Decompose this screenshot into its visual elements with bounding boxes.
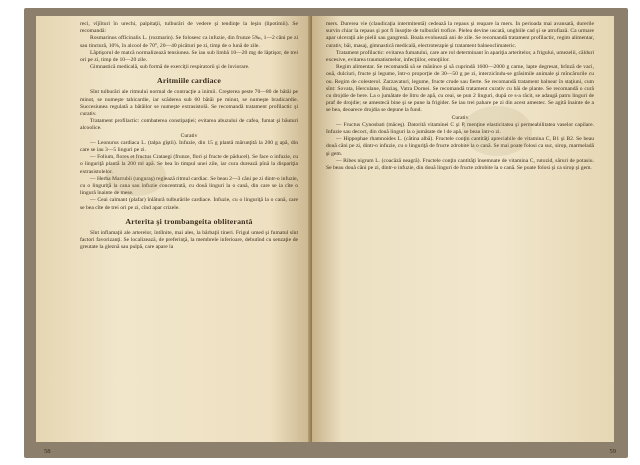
right-page	[312, 16, 614, 442]
paragraph: Lăptişorul de matcă normalizează tensiunea. Se iau sub limbă 10—20 mg de lăptişor, de trei ori pe zi, timp de 10—20 zile.	[80, 49, 298, 64]
paragraph: — Folium, flores et fructus Crataegi (frunze, flori şi fructe de păducel). Se face o infuzie, cu o linguriţă plantă la 200 ml apă. Se bea în timpul unei zile, iar cura durează pînă la dispariţia extrasistolelor.	[80, 154, 298, 175]
paragraph: — Hippophae rhamnoides L. (cătina albă). Fructele conţin cantităţi apreciabile de vitamina C, B1 şi B2. Se beau două căni pe zi, dintr-o infuzie, cu o linguriţă de fructe zdrobite la o cană. Se mai poate folosi ca suc, sirop, marmeladă şi gem.	[326, 136, 594, 157]
paragraph: — Ceai calmant (plafar) înlătură tulburările cardiace. Infuzie, cu o linguriţă la o cană, care se bea cîte de trei ori pe zi, cînd apar crizele.	[80, 197, 298, 211]
paragraph: — Fructus Cynosbati (măceş). Datorită vitaminei C şi P, menţine elasticitatea şi permeabilitatea vaselor capilare. Infuzie sau decoct, din două linguri la o jumătate de l de apă, se beau într-o zi.	[326, 121, 594, 136]
section-heading: Arterita şi trombangeita obliterantă	[125, 216, 253, 226]
paragraph: mers. Durerea vie (claudicaţia intermitentă) cedează la repaus şi reapare la mers. In perioada mai avansată, durerile survin chiar la repaus şi pot fi însoţite de tulburări trofice. Pielea devine uscată, unghiile cad şi se atrofiază. Ca urmare apar ulceraţii ale pielii sau gangrenă. Boala evoluează ani de zile. Se recomandă tratament profilactic, regim alimentar, curativ, băi, masaj, gimnastică medicală, electroterapie şi tratament balneoclimateric.	[326, 21, 594, 49]
paragraph: Sînt inflamaţii ale arterelor, întîlnite, mai ales, la bărbaţii tineri. Frigul umed şi fumatul sînt factori favorizanţi. Se localizează, de preferinţă, la membrele inferioare, debutînd cu senzaţie de greutate la gleznă sau pulpă, care apare la	[80, 229, 298, 251]
paragraph: — Ribes nigrum L. (coacăză neagră). Fructele conţin cantităţi însemnate de vitamina C, rutozid, săruri de potasiu. Se beau două căni pe zi, dintr-o infuzie, din două linguri de fructe zdrobite la o cană. Se poate folosi şi ca sirop şi gem.	[326, 157, 594, 172]
subheading: Curativ	[180, 132, 198, 139]
page-number-left: 58	[44, 448, 51, 455]
left-section-arterita	[80, 230, 298, 252]
paragraph: Sînt tulburări ale ritmului normal de contracţie a inimii. Creşterea peste 70—80 de bătăi pe minut, se numeşte tahicardie, iar scăderea sub 60 bătăi pe minut, se numeşte bradicardie. Succesiunea regulată a bătăilor se numeşte extrasistolă. Se recomandă tratament profilactic şi curativ.	[80, 89, 298, 118]
paragraph: Tratament profilactic: combaterea constipaţiei; evitarea abuzului de cafea, fumat şi băuturi alcoolice.	[80, 118, 298, 132]
left-intro	[80, 21, 298, 71]
left-page	[36, 16, 312, 442]
paragraph: Rosmarinus officinalis L. (rozmarin). Se folosesc ca infuzie, din frunze 5‰, 1—2 căni pe zi sau tinctură, 10%, în alcool de 70°, 20—40 picături pe zi, timp de o lună de zile.	[80, 35, 298, 49]
paragraph: reci, vîjîituri în urechi, palpitaţii, tulburări de vedere şi tendinţe la leşin (lipotimii). Se recomandă:	[80, 21, 298, 35]
paragraph: Gimnastică medicală, sub formă de exerciţii respiratorii şi de înviorare.	[90, 64, 250, 71]
left-section-aritmii	[80, 89, 298, 211]
paragraph: Tratament profilactic: evitarea fumatului, care are rol determinant în apariţia arteritelor, a frigului, umezelii, călduri excesive, evitarea traumatismelor, infecţiilor, emoţiilor.	[326, 49, 595, 64]
section-heading: Aritmiile cardiace	[157, 76, 221, 86]
paragraph: — Leonurus cardiaca L. (talpa gîştii). Infuzie, din 15 g plantă mărunţită la 200 g apă, din care se iau 3—5 linguri pe zi.	[80, 139, 298, 154]
paragraph: Regim alimentar. Se recomandă să se mănînce şi să cuprindă 1600—2000 g carne, lapte degresat, brînză de vaci, ouă, dulciuri, fructe şi legume, într-o proporţie de 30—50 g pe zi, interzicîndu-se grăsimile animale şi mîncărurile cu ou. Regim de colesterol. Zarzavaturi, legume, fructe crude sau fierte. Se recomandă tratament balnear în staţiuni, cum sînt: Sovata, Herculane, Buziaş, Vatra Dornei. Se recomandă tratament curativ cu băi de plante. Se recomandă o cură cu drojdie de bere. La o jumătate de litru de apă, cu ceai, se pun 2 linguri, după ce s-a răcit, se adaugă patru linguri de praf de drojdie; se amestecă bine şi se pune la frigider. Se iau trei pahare pe zi din acest amestec. Se agită înainte de a se bea, deoarece drojdia se depune la fund.	[326, 64, 594, 114]
subheading: Curativ	[451, 114, 469, 121]
paragraph: — Herba Marrubii (unguraş) reglează ritmul cardiac. Se beau 2—3 căni pe zi dintr-o infuzie, cu o linguriţă la cana sau infuzie concentrată, cu două linguri la o cană, din care se ia cîte o lingură înainte de mese.	[80, 175, 299, 197]
page-number-right: 59	[609, 448, 616, 455]
